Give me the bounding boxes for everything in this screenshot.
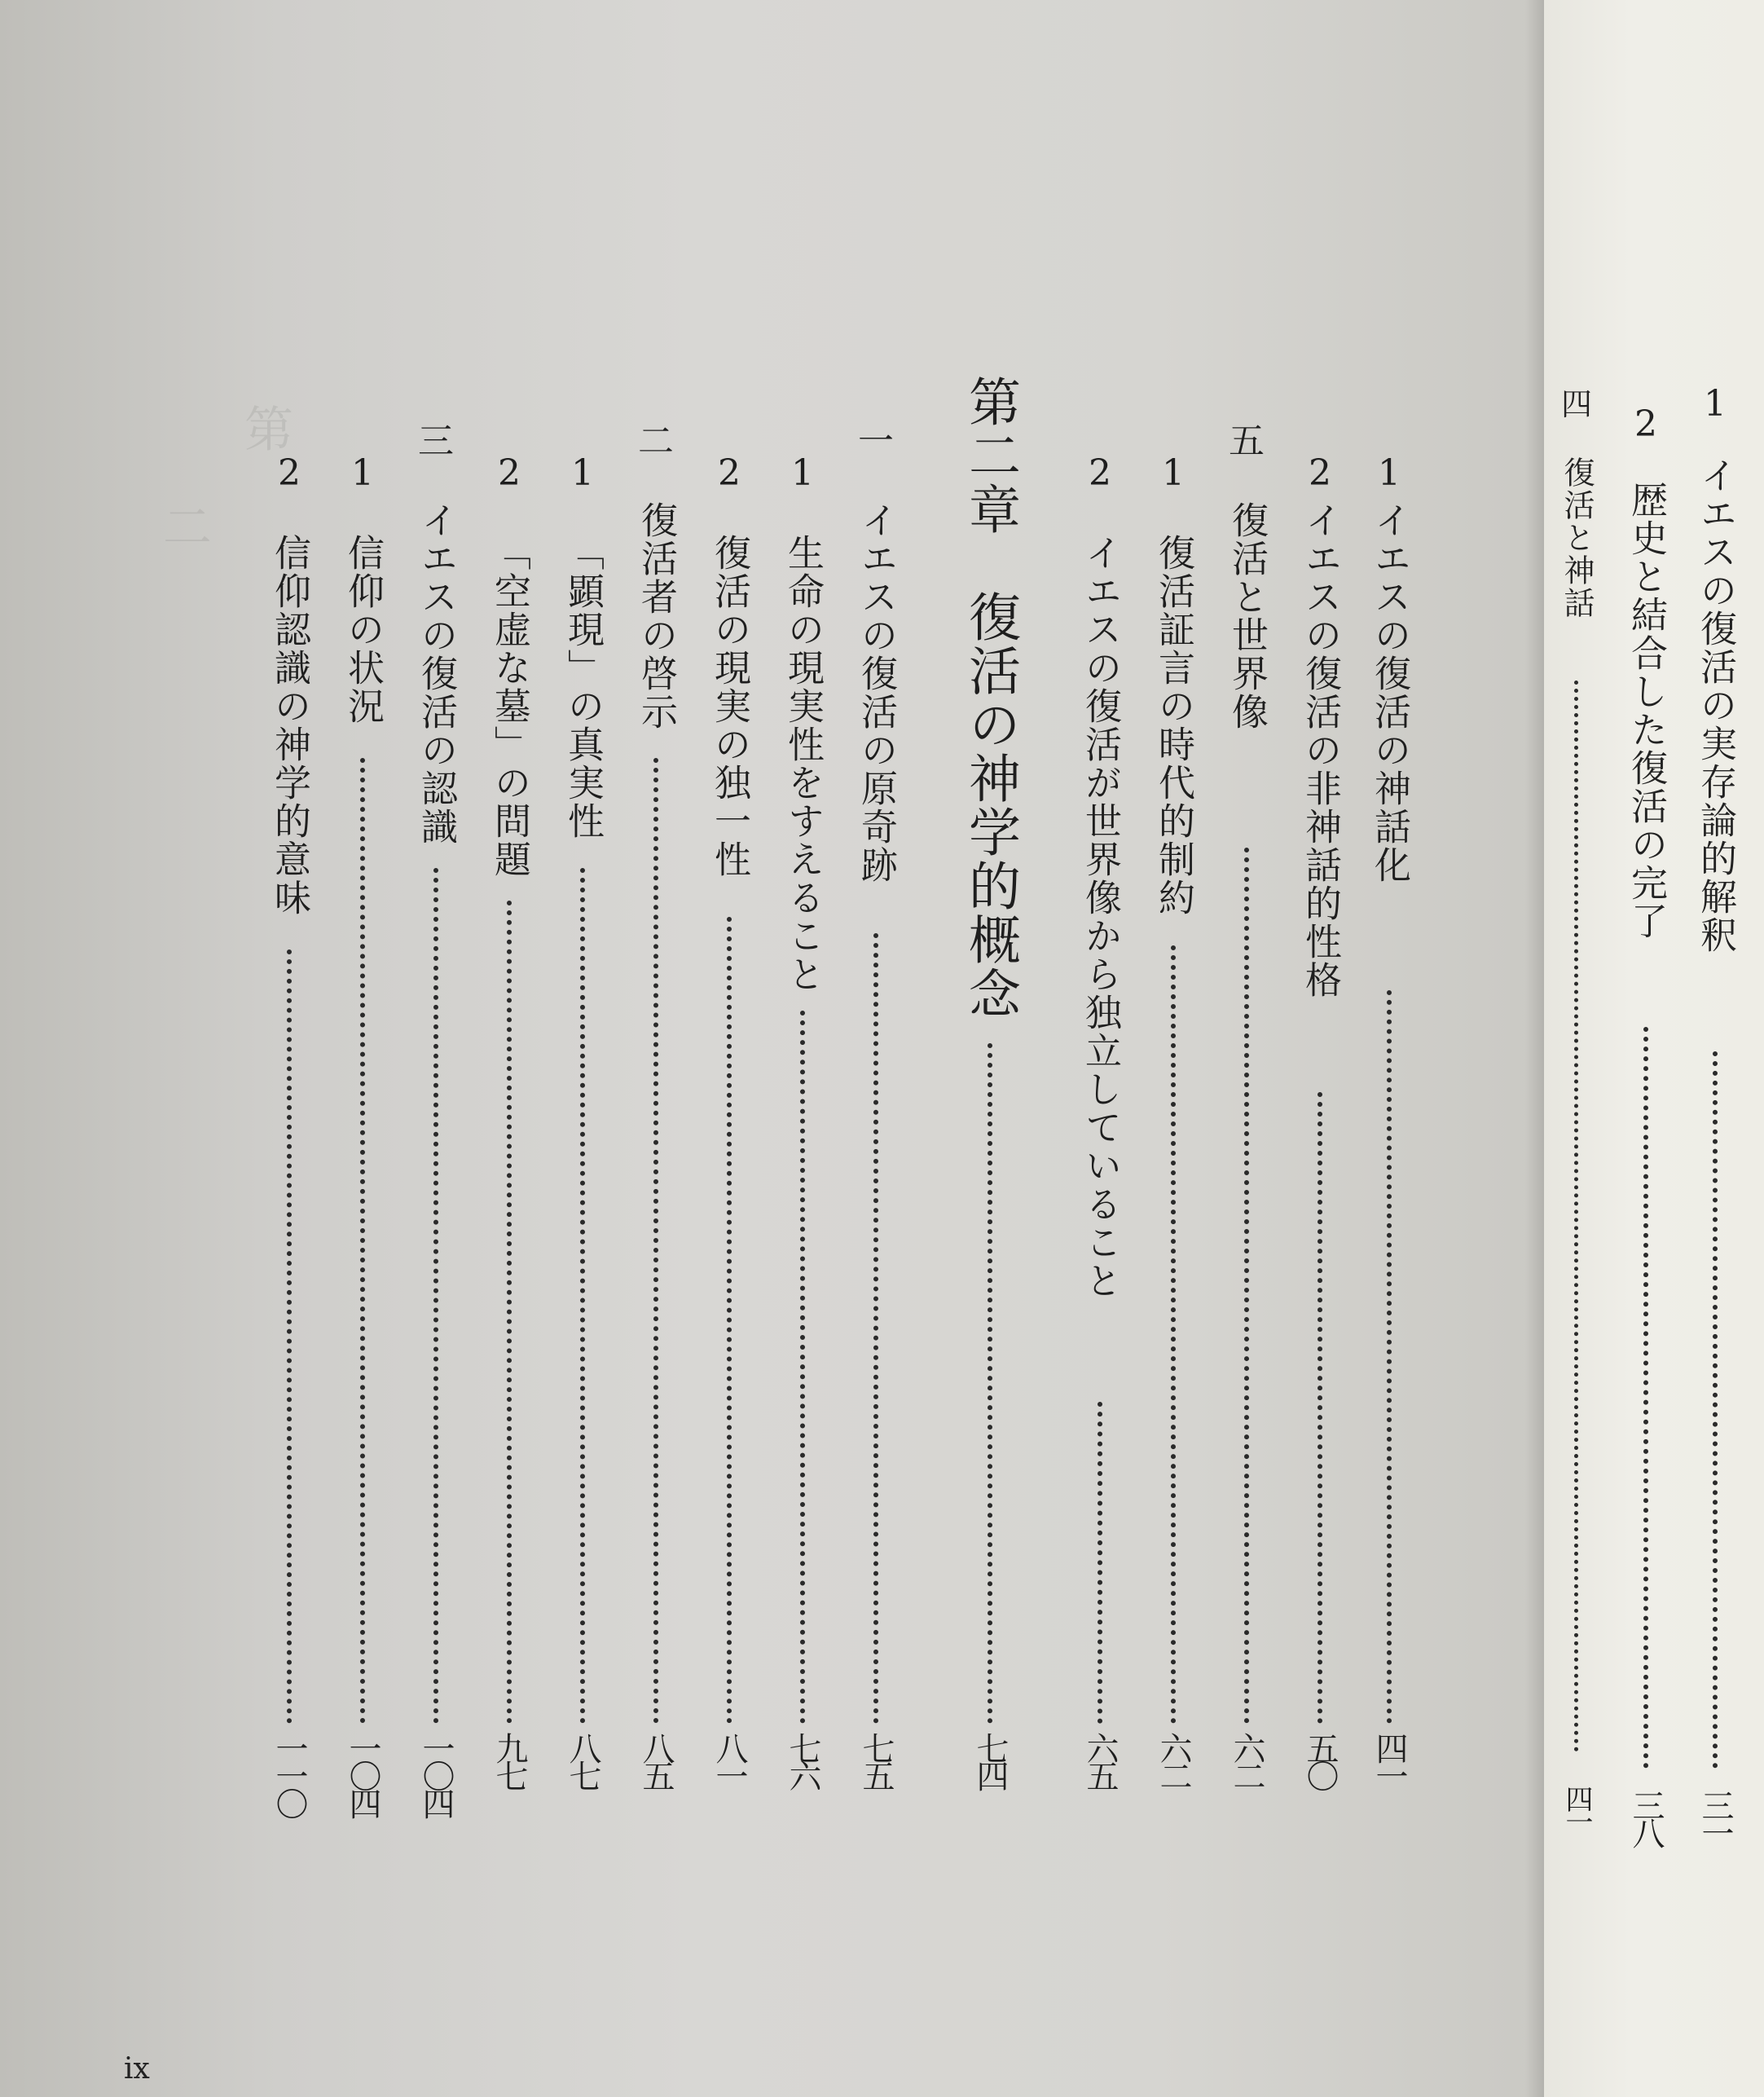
toc-entry[interactable]	[1548, 0, 1605, 1830]
entry-title: 「空虚な墓」の問題	[488, 534, 531, 879]
entry-page: 一〇四	[417, 1732, 455, 1815]
entry-number: 2	[1309, 452, 1331, 494]
chapter-title: 第二章 復活の神学的概念	[960, 375, 1020, 1020]
entry-number: 二	[638, 421, 674, 462]
leader-dots	[653, 758, 658, 1724]
toc-entry[interactable]	[1361, 0, 1418, 1793]
toc-entry[interactable]	[407, 0, 464, 1815]
entry-page: 八七	[564, 1732, 601, 1787]
entry-page: 八五	[637, 1732, 675, 1787]
toc-entry[interactable]	[1687, 0, 1744, 1844]
entry-number: 2	[278, 452, 301, 494]
entry-page: 五〇	[1301, 1732, 1339, 1787]
entry-title: イエスの復活の非神話的性格	[1299, 501, 1342, 999]
entry-page: 四一	[1560, 1785, 1593, 1830]
entry-page: 一一〇	[271, 1732, 308, 1815]
entry-number: 1	[351, 452, 374, 494]
chapter-heading[interactable]	[953, 0, 1027, 1793]
entry-title: イエスの復活の認識	[415, 501, 458, 846]
entry-number: 2	[1089, 452, 1111, 494]
entry-title: 復活と神話	[1559, 456, 1595, 619]
leader-dots	[1713, 1051, 1718, 1769]
leader-dots	[1387, 990, 1392, 1724]
entry-number: 三	[418, 421, 454, 462]
entry-title: 信仰認識の神学的意味	[268, 534, 311, 917]
entry-number: 2	[498, 452, 521, 494]
entry-page: 四一	[1370, 1732, 1408, 1787]
entry-title: 信仰の状況	[341, 534, 385, 725]
leader-dots	[287, 949, 292, 1724]
entry-title: 復活者の啓示	[635, 501, 678, 731]
entry-title: 復活と世界像	[1225, 501, 1269, 731]
entry-number: 四	[1560, 386, 1592, 422]
leader-dots	[988, 1043, 992, 1724]
leader-dots	[873, 933, 878, 1724]
entry-page: 三八	[1627, 1789, 1665, 1844]
leader-dots	[1643, 1027, 1648, 1769]
entry-number: 五	[1229, 421, 1265, 462]
leader-dots	[727, 917, 732, 1724]
toc-entry[interactable]	[701, 0, 758, 1793]
entry-title: イエスの復活が世界像から独立していること	[1079, 534, 1122, 1300]
entry-number: 1	[1378, 452, 1401, 494]
toc-entry[interactable]	[1291, 0, 1348, 1793]
leader-dots	[580, 868, 585, 1724]
entry-title: 「顕現」の真実性	[561, 534, 605, 840]
entry-title: イエスの復活の原奇跡	[855, 501, 898, 884]
toc-entry[interactable]	[1617, 0, 1674, 1844]
entry-number: 1	[791, 452, 814, 494]
leader-dots	[1244, 848, 1249, 1724]
show-through-layer: 第 二	[163, 402, 293, 557]
entry-title: 復活の現実の独一性	[708, 534, 751, 879]
leader-dots	[1171, 945, 1176, 1724]
entry-number: 一	[858, 421, 894, 462]
entry-page: 七五	[857, 1732, 895, 1787]
entry-page: 九七	[490, 1732, 528, 1787]
entry-title: 生命の現実性をすえること	[781, 534, 825, 993]
page-number: ix	[124, 2052, 150, 2086]
leader-dots	[1318, 1092, 1322, 1724]
entry-page: 六二	[1228, 1732, 1265, 1787]
entry-number: 1	[1162, 452, 1185, 494]
entry-title: イエスの復活の実存論的解釈	[1694, 456, 1737, 954]
leader-dots	[360, 758, 365, 1724]
entry-page: 六二	[1155, 1732, 1192, 1787]
toc-entry[interactable]	[1145, 0, 1202, 1793]
entry-page: 七六	[784, 1732, 821, 1787]
toc-entry[interactable]	[847, 0, 904, 1793]
entry-page: 三一	[1696, 1789, 1734, 1844]
entry-title: 復活証言の時代的制約	[1152, 534, 1195, 917]
toc-entry[interactable]	[334, 0, 391, 1815]
entry-page: 八一	[710, 1732, 748, 1787]
entry-page: 六五	[1081, 1732, 1119, 1787]
toc-entry[interactable]	[1218, 0, 1275, 1793]
leader-dots	[507, 901, 512, 1724]
leader-dots	[800, 1011, 805, 1724]
toc-entry[interactable]	[481, 0, 538, 1793]
entry-title: イエスの復活の神話化	[1368, 501, 1411, 884]
leader-dots	[1574, 681, 1578, 1752]
toc-entry[interactable]	[554, 0, 611, 1793]
entry-number: 2	[718, 452, 741, 494]
toc-entry[interactable]	[1071, 0, 1128, 1793]
entry-number: 1	[571, 452, 594, 494]
entry-title: 歴史と結合した復活の完了	[1625, 481, 1668, 941]
leader-dots	[1098, 1402, 1102, 1724]
toc-entry[interactable]	[261, 0, 318, 1815]
entry-number: 2	[1634, 403, 1657, 445]
entry-page: 一〇四	[344, 1732, 381, 1815]
leader-dots	[433, 868, 438, 1724]
toc-entry[interactable]	[627, 0, 684, 1793]
right-page	[1544, 0, 1764, 2097]
toc-entry[interactable]	[774, 0, 831, 1793]
entry-number: 1	[1704, 383, 1727, 425]
entry-page: 七四	[971, 1732, 1009, 1787]
